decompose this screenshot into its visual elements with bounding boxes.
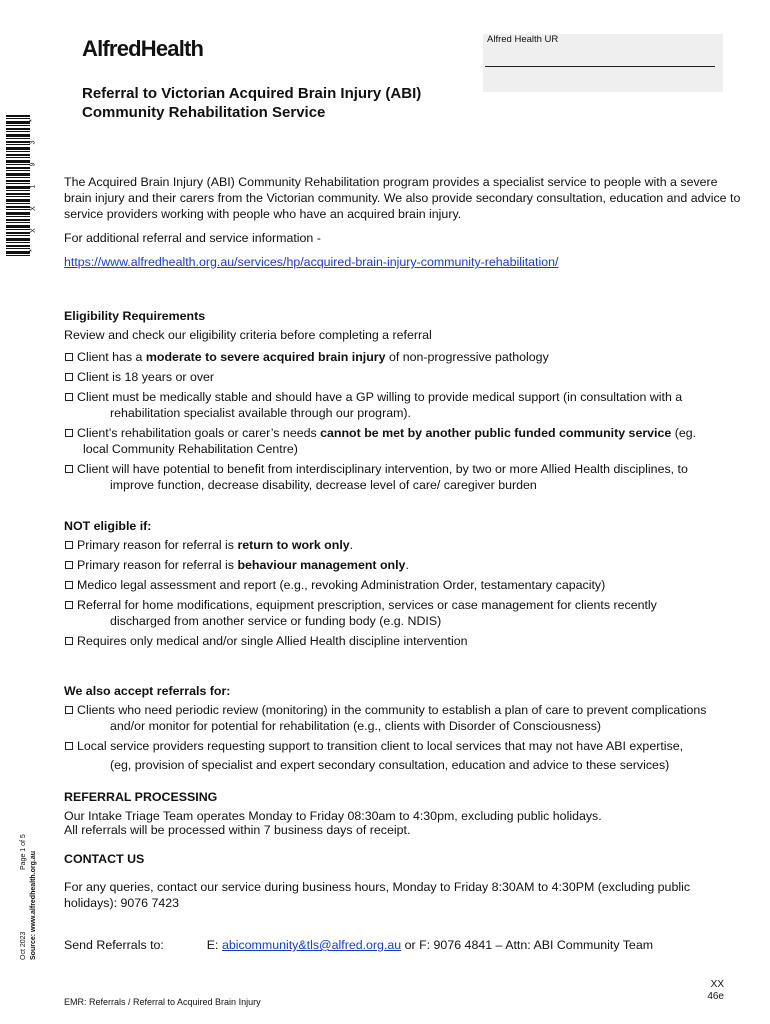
checkbox-icon[interactable]: [65, 353, 73, 361]
checkbox-icon[interactable]: [65, 561, 73, 569]
send-referrals-row: [64, 937, 744, 953]
eligibility-item[interactable]: Client has a moderate to severe acquired brain injury of non-progressive pathology: [64, 349, 744, 365]
barcode-char: X: [29, 228, 37, 233]
not-eligible-item[interactable]: Requires only medical and/or single Allied Health discipline intervention: [64, 633, 744, 649]
processing-section: [64, 789, 744, 837]
processing-heading: REFERRAL PROCESSING: [64, 790, 218, 804]
eligibility-heading: Eligibility Requirements: [64, 309, 206, 323]
also-accept-section: [64, 683, 754, 777]
fax-text: or F: 9076 4841 – Attn: ABI Community Team: [401, 938, 654, 952]
barcode: [6, 115, 40, 258]
checkbox-icon[interactable]: [65, 637, 73, 645]
barcode-char: 1: [29, 184, 37, 189]
referral-email-link[interactable]: abicommunity&tls@alfred.org.au: [221, 938, 402, 952]
barcode-char: 3: [29, 140, 37, 145]
processing-line-1: Our Intake Triage Team operates Monday to Friday 08:30am to 4:30pm, excluding public holidays.: [64, 809, 602, 823]
checkbox-icon[interactable]: [65, 706, 73, 714]
not-eligible-item[interactable]: Primary reason for referral is return to work only.: [64, 537, 744, 553]
send-referrals-label: Send Referrals to:: [64, 938, 164, 952]
ur-label: Alfred Health UR: [487, 34, 559, 45]
processing-line-2: All referrals will be processed within 7 business days of receipt.: [64, 823, 411, 837]
checkbox-icon[interactable]: [65, 581, 73, 589]
intro-paragraph: The Acquired Brain Injury (ABI) Community Rehabilitation program provides a specialist service to people with a severe brain injury and their carers from the Victorian community. We also provide secondary consultation, education and advice to service providers working with people who have an acquired brain injury.: [64, 175, 741, 221]
alfred-health-logo: AlfredHealth: [82, 36, 204, 61]
barcode-char: X: [29, 206, 37, 211]
title-line-2: Community Rehabilitation Service: [82, 104, 326, 121]
eligibility-subheading: Review and check our eligibility criteria before completing a referral: [64, 328, 432, 342]
barcode-char: *: [28, 119, 36, 122]
barcode-char: 9: [29, 162, 37, 167]
contact-heading: CONTACT US: [64, 852, 145, 866]
checkbox-icon[interactable]: [65, 393, 73, 401]
not-eligible-item[interactable]: Medico legal assessment and report (e.g., revoking Administration Order, testamentary capacity): [64, 577, 744, 593]
checkbox-icon[interactable]: [65, 541, 73, 549]
not-eligible-heading: NOT eligible if:: [64, 519, 152, 533]
checkbox-icon[interactable]: [65, 373, 73, 381]
checkbox-icon[interactable]: [65, 429, 73, 437]
barcode-readable: [30, 115, 40, 258]
checkbox-icon[interactable]: [65, 742, 73, 750]
page-title: [82, 84, 421, 122]
form-code: XX 46e: [707, 979, 724, 1002]
info-text: For additional referral and service information -: [64, 231, 321, 245]
barcode-bars: [6, 115, 30, 258]
checkbox-icon[interactable]: [65, 465, 73, 473]
also-accept-item[interactable]: Clients who need periodic review (monitoring) in the community to establish a plan of care to prevent complications and/or monitor for potential for rehabilitation (e.g., clients with Disorder of Consciousness): [64, 702, 754, 734]
footer-text: EMR: Referrals / Referral to Acquired Brain Injury: [64, 997, 261, 1007]
ur-number-box[interactable]: [483, 34, 723, 92]
eligibility-item[interactable]: Client must be medically stable and should have a GP willing to provide medical support (in consultation with a rehabilitation specialist available through our program).: [64, 389, 744, 421]
email-prefix: E:: [206, 938, 222, 952]
also-accept-item[interactable]: Local service providers requesting support to transition client to local services that may not have ABI expertise, (eg, provision of specialist and expert secondary consultation, education and advice to these services): [64, 738, 754, 773]
not-eligible-item[interactable]: Primary reason for referral is behaviour management only.: [64, 557, 744, 573]
barcode-char: *: [28, 249, 36, 252]
info-link[interactable]: https://www.alfredhealth.org.au/services/hp/acquired-brain-injury-community-rehabilitation/: [64, 255, 559, 269]
not-eligible-section: [64, 518, 744, 653]
also-accept-heading: We also accept referrals for:: [64, 684, 231, 698]
eligibility-section: [64, 308, 744, 497]
checkbox-icon[interactable]: [65, 601, 73, 609]
eligibility-item[interactable]: Client will have potential to benefit from interdisciplinary intervention, by two or more Allied Health disciplines, to improve function, decrease disability, decrease level of care/ caregiver burden: [64, 461, 744, 493]
ur-input-line[interactable]: [485, 66, 715, 67]
contact-text: For any queries, contact our service during business hours, Monday to Friday 8:30AM to 4:30PM (excluding public holidays): 9076 7423: [64, 880, 691, 910]
eligibility-item[interactable]: Client is 18 years or over: [64, 369, 744, 385]
title-line-1: Referral to Victorian Acquired Brain Injury (ABI): [82, 85, 422, 102]
eligibility-item[interactable]: Client’s rehabilitation goals or carer’s needs cannot be met by another public funded community service (eg. local Community Rehabilitation Centre): [64, 425, 744, 457]
not-eligible-item[interactable]: Referral for home modifications, equipment prescription, services or case management for clients recently discharged from another service or funding body (e.g. NDIS): [64, 597, 744, 629]
margin-date: Oct 2023: [20, 931, 27, 960]
